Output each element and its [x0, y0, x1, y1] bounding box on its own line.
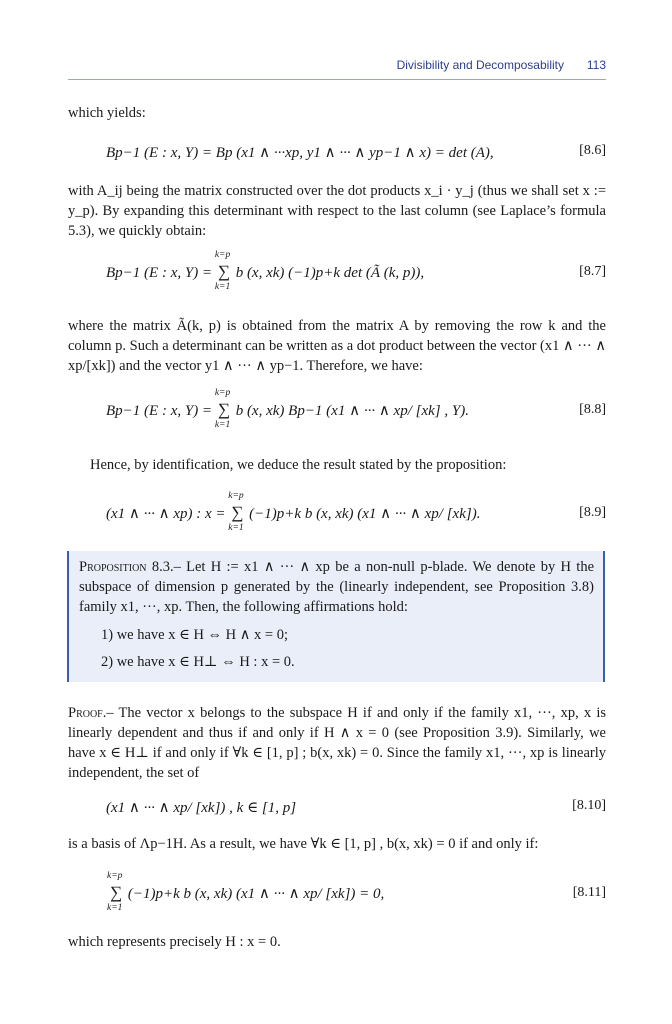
sum-lower-limit: k=1 [214, 420, 231, 430]
proof-text: – The vector x belongs to the subspace H if and only if the family x1, ···, xp, x is linearly dependent and thus if and only if H ∧ x = 0 (see Proposition 3.9). Similarly, we have x ∈ H⊥ if and only if ∀k ∈ [1, p] ; b(x, xk) = 0. Since the family x1, ···, xp is linearly independent, the set of [68, 705, 606, 781]
proposition-box [67, 551, 605, 682]
proposition-item-1: 1) we have x ∈ H ⇔ H ∧ x = 0; [101, 627, 288, 643]
equation-8-9 [68, 491, 606, 533]
sum-lower-limit: k=1 [228, 523, 244, 533]
equation-8-10-tag: [8.10] [572, 798, 606, 813]
equation-8-9-tag: [8.9] [579, 505, 606, 520]
proposition-item-2: 2) we have x ∈ H⊥ ⇔ H : x = 0. [101, 654, 295, 670]
equation-8-11-tag: [8.11] [572, 885, 606, 900]
sum-upper-limit: k=p [107, 871, 123, 881]
equation-8-9-lhs: (x1 ∧ ··· ∧ xp) : x = [106, 506, 226, 522]
equation-8-7-tag: [8.7] [579, 264, 606, 279]
summation-sign: ∑ k=p k=1 [228, 491, 244, 533]
proof-label: Proof. [68, 705, 107, 721]
paragraph-matrix-definition: with A_ij being the matrix constructed over the dot products x_i · y_j (thus we shall set x := y_p). By expanding this determinant with respect to the last column (see Laplace’s formula 5.3), we quickly obtain: [68, 183, 606, 239]
paragraph-identification: Hence, by identification, we deduce the result stated by the proposition: [90, 457, 507, 473]
equation-8-8-tag: [8.8] [579, 402, 606, 417]
sum-upper-limit: k=p [228, 491, 244, 501]
running-title: Divisibility and Decomposability [396, 58, 564, 72]
equation-8-8-rhs: b (x, xk) Bp−1 (x1 ∧ ··· ∧ xp/ [xk] , Y). [235, 403, 469, 419]
equation-8-7-lhs: Bp−1 (E : x, Y) = [106, 265, 213, 281]
equation-8-10-body: (x1 ∧ ··· ∧ xp/ [xk]) , k ∈ [1, p] [106, 800, 297, 816]
equation-8-11 [68, 871, 606, 913]
equation-8-6-tag: [8.6] [579, 143, 606, 158]
equation-8-6-body: Bp−1 (E : x, Y) = Bp (x1 ∧ ···xp, y1 ∧ ··· ∧ yp−1 ∧ x) = det (A), [106, 145, 494, 161]
equation-8-7-rhs: b (x, xk) (−1)p+k det (Ã (k, p)), [235, 265, 425, 281]
proposition-number: 8.3. [151, 559, 174, 575]
sum-lower-limit: k=1 [214, 282, 231, 292]
paragraph-conclusion: which represents precisely H : x = 0. [68, 934, 281, 950]
sum-lower-limit: k=1 [107, 903, 123, 913]
equation-8-7 [68, 250, 606, 292]
equation-8-9-rhs: (−1)p+k b (x, xk) (x1 ∧ ··· ∧ xp/ [xk]). [249, 506, 481, 522]
paragraph-submatrix: where the matrix Ã(k, p) is obtained from the matrix A by removing the row k and the column p. Such a determinant can be written as a dot product between the vector (x1 ∧ ··· ∧ xp/[xk]) and the vector y1 ∧ ··· ∧ yp−1. Therefore, we have: [68, 318, 606, 374]
page-number: 113 [586, 58, 606, 72]
equation-8-10 [68, 798, 606, 820]
proposition-text [79, 557, 594, 617]
sum-upper-limit: k=p [214, 250, 231, 260]
equation-8-8 [68, 388, 606, 430]
equation-8-11-rhs: (−1)p+k b (x, xk) (x1 ∧ ··· ∧ xp/ [xk]) = 0, [127, 886, 385, 902]
paragraph-basis: is a basis of Λp−1H. As a result, we have ∀k ∈ [1, p] , b(x, xk) = 0 if and only if: [68, 836, 539, 852]
summation-sign: ∑ k=p k=1 [214, 250, 231, 292]
proposition-statement: – Let H := x1 ∧ ··· ∧ xp be a non-null p-blade. We denote by H the subspace of dimension p generated by the (linearly independent, see Proposition 3.8) family x1, ···, xp. Then, the following affirmations hold: [79, 559, 595, 615]
page-header [68, 55, 606, 80]
proof-paragraph [68, 703, 606, 783]
summation-sign: ∑ k=p k=1 [107, 871, 123, 913]
paragraph-which-yields: which yields: [68, 105, 146, 121]
proposition-label: Proposition [79, 559, 147, 575]
equation-8-8-lhs: Bp−1 (E : x, Y) = [106, 403, 213, 419]
equation-8-6 [68, 143, 606, 167]
sum-upper-limit: k=p [214, 388, 231, 398]
summation-sign: ∑ k=p k=1 [214, 388, 231, 430]
